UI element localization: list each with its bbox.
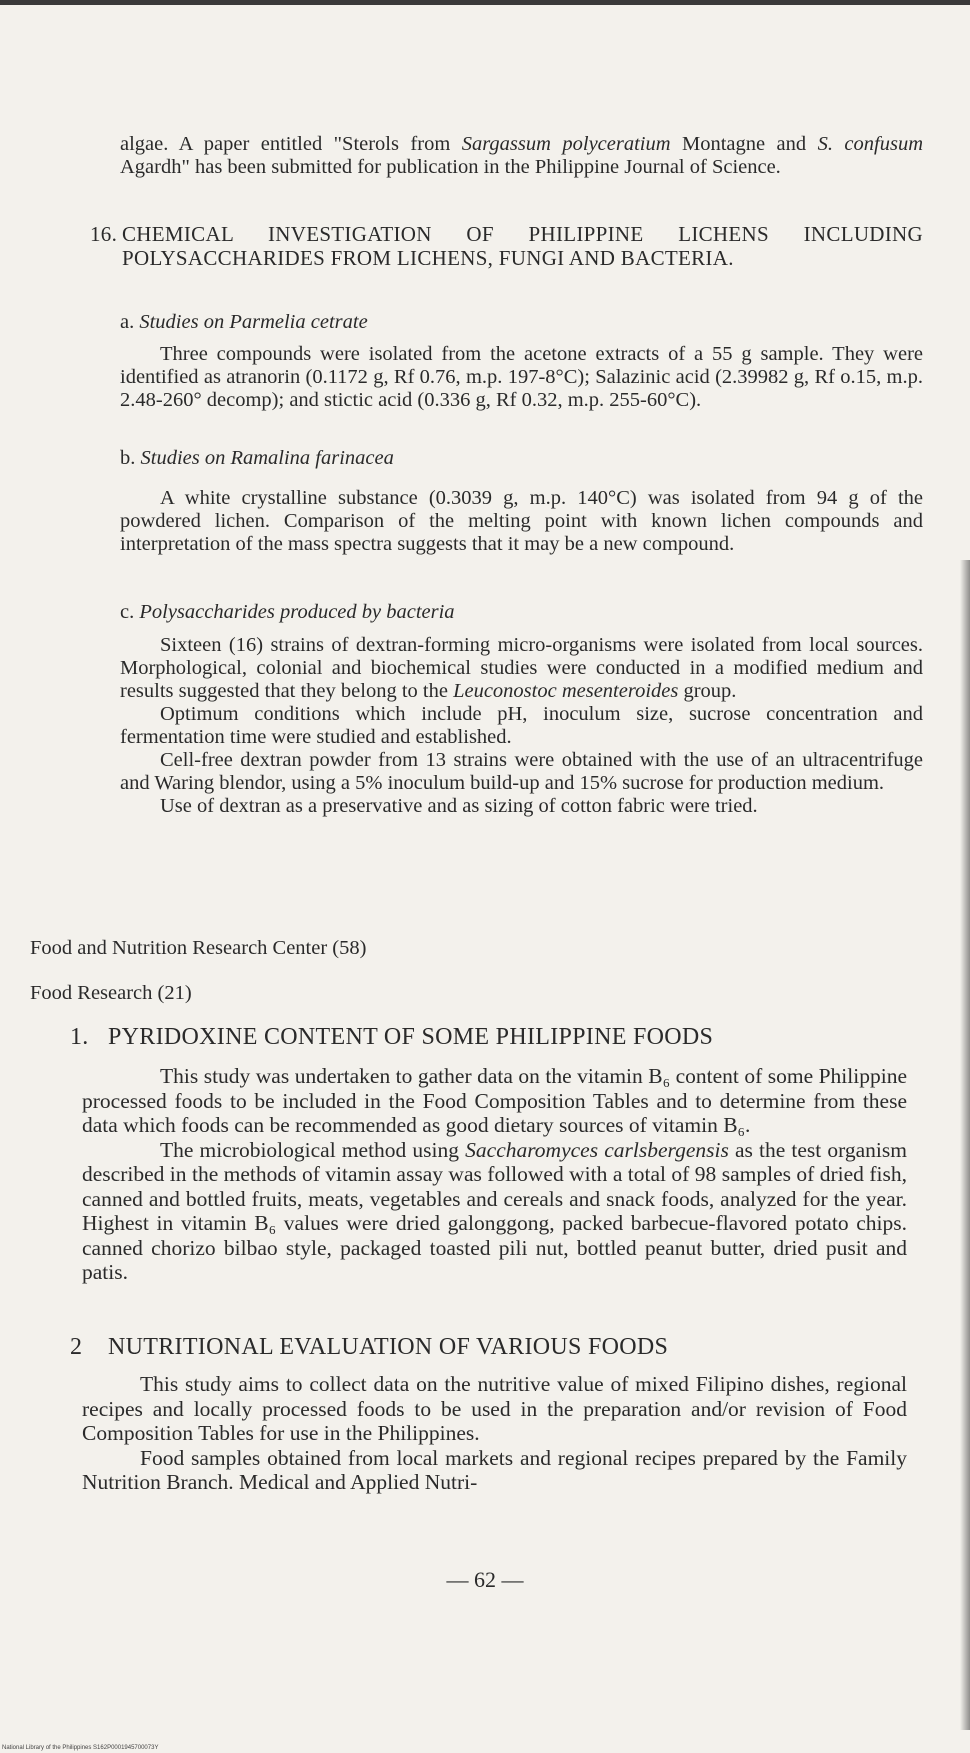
item-1-paragraph-2 — [82, 1138, 907, 1285]
paragraph-c4: Use of dextran as a preservative and as sizing of cotton fabric were tried. — [160, 795, 758, 817]
paragraph-a: Three compounds were isolated from the acetone extracts of a 55 g sample. They were identified as atranorin (0.1172 g, Rf 0.76, m.p. 197-8°C); Salazinic acid (2.39982 g, Rf o.15, m.p. 2.48-260° decomp); and stictic acid (0.336 g, Rf 0.32, m.p. 255-60°C). — [120, 343, 923, 411]
item-number: 2 — [70, 1334, 83, 1360]
item-2-paragraph-1: This study aims to collect data on the nutritive value of mixed Filipino dishes, regional recipes and locally processed foods to be used in the preparation and/or revision of Food Composition Tables for use in the Philippines. — [82, 1372, 907, 1445]
paragraph-c — [120, 634, 923, 818]
para-text: as the test organism described in the methods of vitamin assay was followed with a total of 98 samples of dried fish, canned and bottled fruits, meats, vegetables and cereals and snack foods, analyzed for the year. Highest in vitamin B₆ values were dried galonggong, packed barbecue-flavored potato chips. canned chorizo bilbao style, packaged toasted pili nut, bottled peanut butter, dried pusit and patis. — [82, 1137, 907, 1284]
intro-paragraph — [120, 133, 923, 179]
top-border — [0, 0, 970, 5]
center-heading: Food and Nutrition Research Center (58) — [30, 937, 367, 959]
item-2-heading — [70, 1334, 923, 1361]
para-text: Sixteen (16) strains of dextran-forming micro-organisms were isolated from local sources. Morphological, colonial and biochemical studies were conducted in a modified medium and results suggested that they belong to the — [120, 634, 923, 702]
paragraph-c3: Cell-free dextran powder from 13 strains were obtained with the use of an ultracentrifuge and Waring blendor, using a 5% inoculum build-up and 15% sucrose for production medium. — [120, 749, 923, 794]
item-title: NUTRITIONAL EVALUATION OF VARIOUS FOODS — [108, 1334, 669, 1360]
item-1-heading — [70, 1024, 923, 1051]
subheading-a — [120, 310, 820, 334]
paragraph-b: A white crystalline substance (0.3039 g, m.p. 140°C) was isolated from 94 g of the powdered lichen. Comparison of the melting point with known lichen compounds and interpretation of the mass spectra suggests that it may be a new compound. — [120, 487, 923, 555]
item-title: CHEMICAL INVESTIGATION OF PHILIPPINE LICHENS INCLUDING POLYSACCHARIDES FROM LICHENS, FUNGI AND BACTERIA. — [122, 222, 923, 270]
species-name: Sargassum polyceratium — [461, 133, 671, 155]
item-16-heading — [90, 222, 923, 270]
intro-text: Montagne and — [670, 133, 818, 155]
subheading-letter: a. — [120, 311, 135, 333]
item-1-paragraph-1: This study was undertaken to gather data on the vitamin B₆ content of some Philippine processed foods to be included in the Food Composition Tables and to determine from these data which foods can be recommended as good dietary sources of vitamin B₆. — [82, 1064, 907, 1137]
item-title: PYRIDOXINE CONTENT OF SOME PHILIPPINE FOODS — [108, 1024, 714, 1050]
subheading-c — [120, 600, 820, 624]
paragraph-c2: Optimum conditions which include pH, inoculum size, sucrose concentration and fermentation time were studied and established. — [120, 703, 923, 748]
subheading-letter: c. — [120, 601, 135, 623]
para-text: group. — [678, 680, 737, 702]
page-edge-shadow — [960, 560, 970, 1730]
item-2-body — [82, 1372, 907, 1495]
species-name: S. confusum — [817, 133, 923, 155]
item-1-body — [82, 1064, 907, 1285]
page-number: — 62 — — [446, 1567, 524, 1592]
item-2-paragraph-2: Food samples obtained from local markets and regional recipes prepared by the Family Nutrition Branch. Medical and Applied Nutri- — [82, 1445, 907, 1494]
section-heading: Food Research (21) — [30, 982, 192, 1004]
species-name: Saccharomyces carlsbergensis — [465, 1137, 729, 1162]
footer-identifier: National Library of the Philippines S162P0001945700073Y — [2, 1745, 159, 1751]
intro-text: algae. A paper entitled "Sterols from — [120, 133, 462, 155]
paragraph-c1 — [120, 634, 923, 703]
subheading-title: Polysaccharides produced by bacteria — [139, 601, 455, 623]
item-number: 16. — [90, 222, 118, 246]
item-number: 1. — [70, 1024, 89, 1050]
intro-text: Agardh" has been submitted for publication in the Philippine Journal of Science. — [120, 156, 781, 178]
subheading-b — [120, 446, 820, 470]
subheading-letter: b. — [120, 447, 136, 469]
subheading-title: Studies on Parmelia cetrate — [139, 311, 368, 333]
subheading-title: Studies on Ramalina farinacea — [140, 447, 394, 469]
species-name: Leuconostoc mesenteroides — [453, 680, 679, 702]
para-text: The microbiological method using — [160, 1137, 466, 1162]
